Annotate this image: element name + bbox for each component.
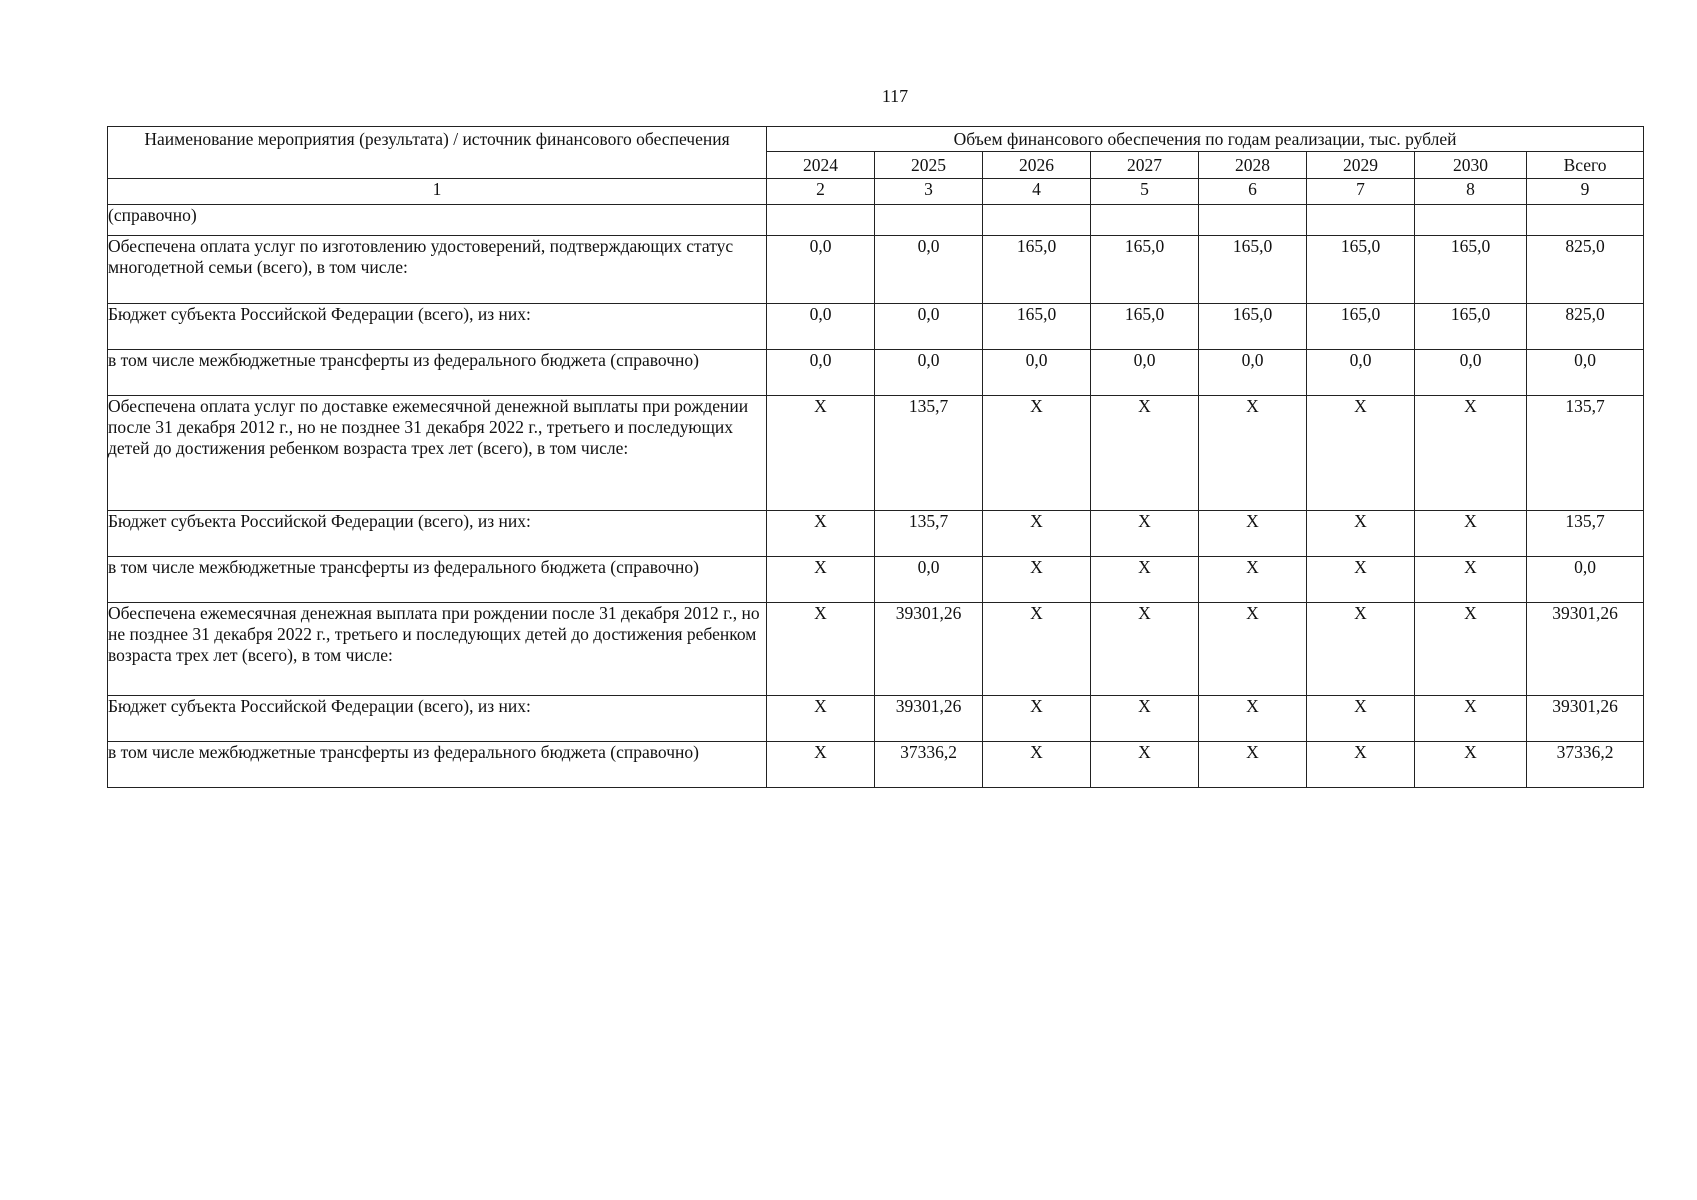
value-cell: 165,0 [1307, 236, 1415, 304]
value-cell: 165,0 [1199, 236, 1307, 304]
value-cell: 0,0 [1415, 350, 1527, 396]
value-cell: X [1091, 742, 1199, 788]
value-cell: X [1307, 742, 1415, 788]
header-name-cell: Наименование мероприятия (результата) / источник финансового обеспечения [108, 127, 767, 179]
value-cell: 39301,26 [875, 696, 983, 742]
column-number-cell: 1 [108, 179, 767, 205]
value-cell: X [1091, 396, 1199, 511]
value-cell: X [1307, 696, 1415, 742]
value-cell: X [1091, 557, 1199, 603]
table-row [108, 557, 1644, 603]
value-cell: X [983, 742, 1091, 788]
row-name-cell: в том числе межбюджетные трансферты из федерального бюджета (справочно) [108, 557, 767, 603]
value-cell: X [983, 696, 1091, 742]
value-cell: 165,0 [1415, 304, 1527, 350]
value-cell: 0,0 [767, 350, 875, 396]
value-cell: X [1091, 696, 1199, 742]
value-cell: 0,0 [1091, 350, 1199, 396]
value-cell [875, 205, 983, 236]
table-row [108, 304, 1644, 350]
value-cell: X [1415, 603, 1527, 696]
header-total-cell: Всего [1527, 152, 1644, 179]
value-cell: 165,0 [1415, 236, 1527, 304]
value-cell: X [1091, 511, 1199, 557]
value-cell: 0,0 [875, 350, 983, 396]
value-cell: 165,0 [1307, 304, 1415, 350]
column-number-cell: 4 [983, 179, 1091, 205]
value-cell: X [1307, 396, 1415, 511]
value-cell [983, 205, 1091, 236]
value-cell: 165,0 [983, 236, 1091, 304]
header-year-cell: 2029 [1307, 152, 1415, 179]
row-name-cell: Бюджет субъекта Российской Федерации (всего), из них: [108, 511, 767, 557]
value-cell: 37336,2 [875, 742, 983, 788]
value-cell: 135,7 [1527, 396, 1644, 511]
header-year-cell: 2027 [1091, 152, 1199, 179]
row-name-cell: (справочно) [108, 205, 767, 236]
value-cell: 39301,26 [1527, 603, 1644, 696]
column-number-cell: 8 [1415, 179, 1527, 205]
value-cell: X [767, 696, 875, 742]
value-cell: 0,0 [767, 236, 875, 304]
table-row [108, 696, 1644, 742]
value-cell: X [1307, 603, 1415, 696]
value-cell [1307, 205, 1415, 236]
value-cell: X [1199, 696, 1307, 742]
value-cell: 165,0 [1199, 304, 1307, 350]
column-number-cell: 9 [1527, 179, 1644, 205]
value-cell: X [1415, 696, 1527, 742]
value-cell: 165,0 [1091, 236, 1199, 304]
value-cell: 39301,26 [1527, 696, 1644, 742]
value-cell: 165,0 [1091, 304, 1199, 350]
table-row [108, 511, 1644, 557]
value-cell: X [1415, 396, 1527, 511]
value-cell: 135,7 [1527, 511, 1644, 557]
table-row [108, 205, 1644, 236]
column-number-cell: 3 [875, 179, 983, 205]
row-name-cell: Бюджет субъекта Российской Федерации (всего), из них: [108, 696, 767, 742]
value-cell: 0,0 [875, 557, 983, 603]
row-name-cell: Бюджет субъекта Российской Федерации (всего), из них: [108, 304, 767, 350]
value-cell: X [1091, 603, 1199, 696]
value-cell: 0,0 [767, 304, 875, 350]
header-volume-cell: Объем финансового обеспечения по годам реализации, тыс. рублей [767, 127, 1644, 152]
column-number-cell: 5 [1091, 179, 1199, 205]
row-name-cell: Обеспечена оплата услуг по изготовлению удостоверений, подтверждающих статус многодетной семьи (всего), в том числе: [108, 236, 767, 304]
table-row [108, 603, 1644, 696]
value-cell: 0,0 [1199, 350, 1307, 396]
financing-table [107, 126, 1644, 788]
row-name-cell: в том числе межбюджетные трансферты из федерального бюджета (справочно) [108, 350, 767, 396]
table-row [108, 396, 1644, 511]
header-year-cell: 2030 [1415, 152, 1527, 179]
header-year-cell: 2025 [875, 152, 983, 179]
value-cell: 0,0 [875, 236, 983, 304]
page-number: 117 [881, 86, 909, 106]
value-cell: 37336,2 [1527, 742, 1644, 788]
header-year-cell: 2024 [767, 152, 875, 179]
value-cell [1415, 205, 1527, 236]
column-number-cell: 6 [1199, 179, 1307, 205]
value-cell [767, 205, 875, 236]
table-row [108, 236, 1644, 304]
value-cell: 0,0 [1527, 350, 1644, 396]
value-cell: 0,0 [983, 350, 1091, 396]
value-cell: 825,0 [1527, 236, 1644, 304]
value-cell: X [1307, 557, 1415, 603]
value-cell: 0,0 [875, 304, 983, 350]
value-cell [1527, 205, 1644, 236]
value-cell: X [1415, 742, 1527, 788]
value-cell: 135,7 [875, 396, 983, 511]
value-cell: X [1199, 742, 1307, 788]
value-cell: X [1199, 396, 1307, 511]
value-cell: X [1307, 511, 1415, 557]
value-cell: X [767, 603, 875, 696]
value-cell: X [1199, 557, 1307, 603]
header-year-cell: 2026 [983, 152, 1091, 179]
value-cell: X [1415, 511, 1527, 557]
value-cell: 0,0 [1307, 350, 1415, 396]
table-row [108, 742, 1644, 788]
value-cell: X [983, 557, 1091, 603]
row-name-cell: в том числе межбюджетные трансферты из федерального бюджета (справочно) [108, 742, 767, 788]
value-cell [1199, 205, 1307, 236]
value-cell [1091, 205, 1199, 236]
row-name-cell: Обеспечена оплата услуг по доставке ежемесячной денежной выплаты при рождении после 31 декабря 2012 г., но не позднее 31 декабря 2022 г., третьего и последующих детей до достижения ребенком возраста трех лет (всего), в том числе: [108, 396, 767, 511]
column-number-cell: 2 [767, 179, 875, 205]
value-cell: X [767, 557, 875, 603]
value-cell: X [767, 396, 875, 511]
column-number-cell: 7 [1307, 179, 1415, 205]
value-cell: X [983, 396, 1091, 511]
header-year-cell: 2028 [1199, 152, 1307, 179]
value-cell: X [767, 511, 875, 557]
value-cell: X [1199, 511, 1307, 557]
value-cell: 39301,26 [875, 603, 983, 696]
row-name-cell: Обеспечена ежемесячная денежная выплата при рождении после 31 декабря 2012 г., но не позднее 31 декабря 2022 г., третьего и последующих детей до достижения ребенком возраста трех лет (всего), в том числе: [108, 603, 767, 696]
value-cell: 825,0 [1527, 304, 1644, 350]
value-cell: X [983, 511, 1091, 557]
value-cell: X [767, 742, 875, 788]
value-cell: X [1415, 557, 1527, 603]
value-cell: 165,0 [983, 304, 1091, 350]
value-cell: 0,0 [1527, 557, 1644, 603]
table-row [108, 350, 1644, 396]
value-cell: X [983, 603, 1091, 696]
value-cell: 135,7 [875, 511, 983, 557]
value-cell: X [1199, 603, 1307, 696]
